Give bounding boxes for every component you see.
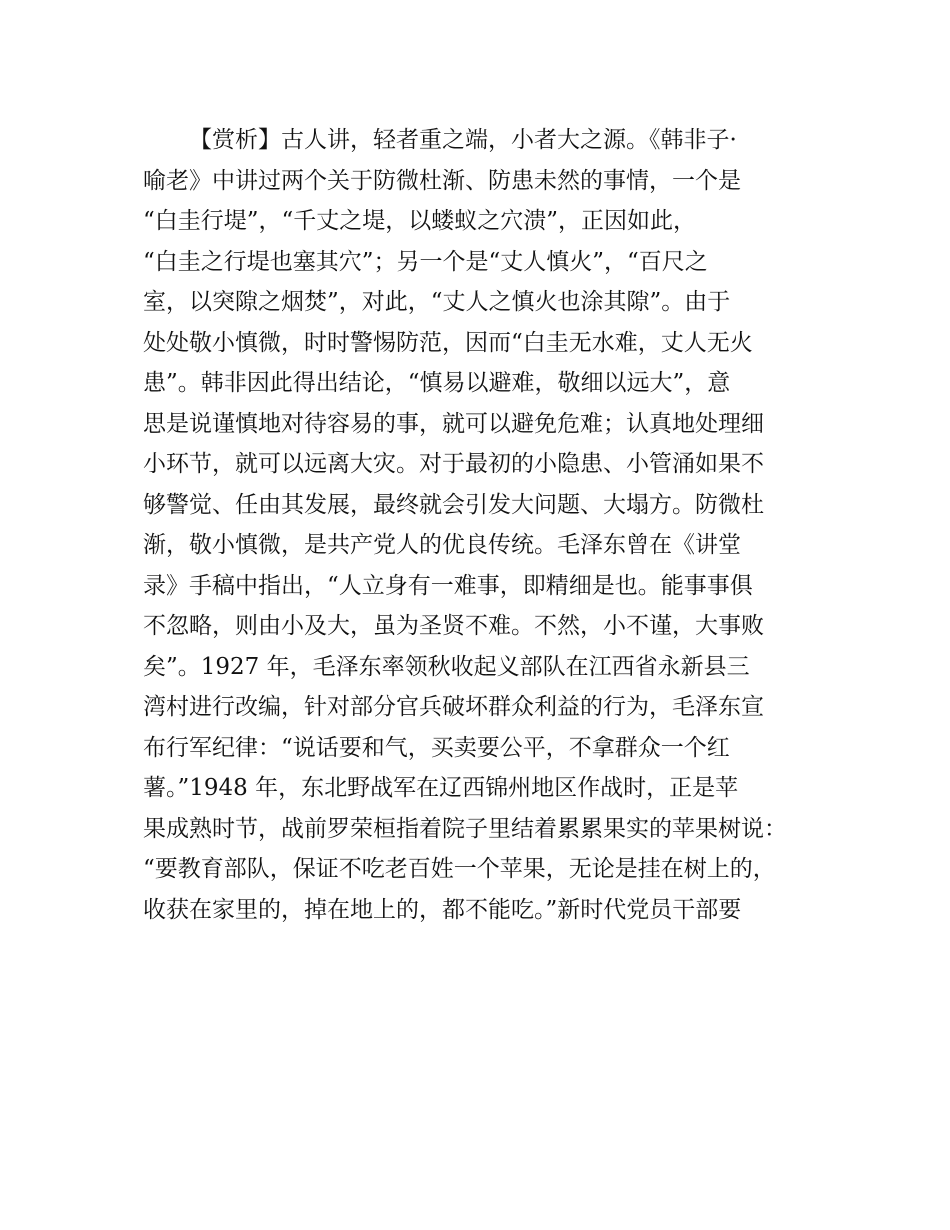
paragraph-line: 【赏析】古人讲，轻者重之端，小者大之源。《韩非子· xyxy=(189,127,737,153)
paragraph-line: 薯。”1948 年，东北野战军在辽西锦州地区作战时，正是苹 xyxy=(143,775,739,801)
paragraph-line: 处处敬小慎微，时时警惕防范，因而“白圭无水难，丈人无火 xyxy=(143,329,753,356)
paragraph-line: 不忽略，则由小及大，虽为圣贤不难。不然，小不谨，大事败 xyxy=(143,613,764,639)
paragraph-line: 渐，敬小慎微，是共产党人的优良传统。毛泽东曾在《讲堂 xyxy=(143,532,741,558)
paragraph-line: 思是说谨慎地对待容易的事，就可以避免危难；认真地处理细 xyxy=(143,410,764,437)
paragraph-line: 喻老》中讲过两个关于防微杜渐、防患未然的事情，一个是 xyxy=(143,167,741,194)
paragraph-line: 患”。韩非因此得出结论，“慎易以避难，敬细以远大”，意 xyxy=(143,370,731,396)
paragraph-line: “白圭之行堤也塞其穴”；另一个是“丈人慎火”，“百尺之 xyxy=(143,248,708,275)
paragraph-line: 果成熟时节，战前罗荣桓指着院子里结着累累果实的苹果树说： xyxy=(143,815,787,842)
analysis-paragraph xyxy=(143,120,833,930)
paragraph-line: 够警觉、任由其发展，最终就会引发大问题、大塌方。防微杜 xyxy=(143,491,764,518)
paragraph-line: 布行军纪律：“说话要和气，买卖要公平，不拿群众一个红 xyxy=(143,734,730,761)
paragraph-line: “白圭行堤”，“千丈之堤，以蝼蚁之穴溃”，正因如此， xyxy=(143,208,697,234)
paragraph-line: 矣”。1927 年，毛泽东率领秋收起义部队在江西省永新县三 xyxy=(143,653,750,680)
paragraph-line: “要教育部队，保证不吃老百姓一个苹果，无论是挂在树上的， xyxy=(143,856,776,882)
paragraph-line: 收获在家里的，掉在地上的，都不能吃。”新时代党员干部要 xyxy=(143,896,742,923)
paragraph-line: 录》手稿中指出，“人立身有一难事，即精细是也。能事事俱 xyxy=(143,572,753,599)
paragraph-line: 湾村进行改编，针对部分官兵破坏群众利益的行为，毛泽东宣 xyxy=(143,694,764,720)
paragraph-line: 室，以突隙之烟焚”，对此，“丈人之慎火也涂其隙”。由于 xyxy=(143,289,731,315)
paragraph-line: 小环节，就可以远离大灾。对于最初的小隐患、小管涌如果不 xyxy=(143,451,764,477)
